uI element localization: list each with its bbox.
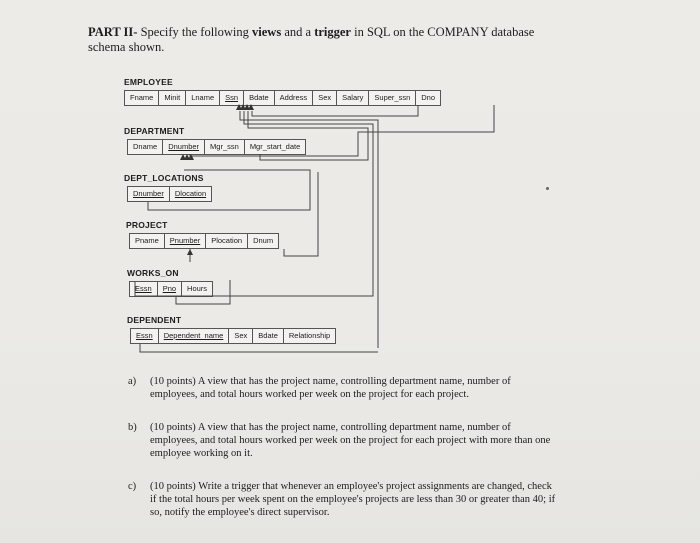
employee-attr-fname: Fname [125, 91, 159, 105]
part-label: PART II- [88, 25, 138, 39]
department-attr-dnumber: Dnumber [163, 140, 205, 154]
project-relation [129, 233, 279, 249]
works-on-label: WORKS_ON [127, 268, 179, 278]
dependent-attr-dependent-name: Dependent_name [159, 329, 230, 343]
dependent-attr-essn: Essn [131, 329, 159, 343]
employee-attr-address: Address [275, 91, 314, 105]
department-relation [127, 139, 306, 155]
heading-text-2: and a [281, 25, 315, 39]
project-attr-pname: Pname [130, 234, 165, 248]
heading-text-3: in SQL on the COMPANY database schema shown. [88, 25, 535, 54]
dept-locations-attr-dnumber: Dnumber [128, 187, 170, 201]
department-label: DEPARTMENT [124, 126, 185, 136]
fk-line-super-ssn [252, 105, 418, 116]
works-on-attr-hours: Hours [187, 284, 208, 293]
scan-speck [546, 187, 549, 190]
dept-locations-relation [127, 186, 212, 202]
question-a-label: a) [128, 376, 137, 387]
part-heading [88, 25, 568, 55]
heading-bold-trigger: trigger [314, 25, 351, 39]
dependent-attr-relationship: Relationship [288, 331, 331, 340]
employee-attr-minit: Minit [159, 91, 186, 105]
employee-attr-ssn: Ssn [220, 91, 244, 105]
question-list [128, 375, 558, 539]
question-a [128, 375, 558, 401]
works-on-relation [129, 281, 213, 297]
question-b [128, 421, 558, 460]
heading-text-1: Specify the following [137, 25, 253, 39]
project-attr-pnumber: Pnumber [165, 234, 206, 248]
question-a-text: (10 points) A view that has the project name, controlling department name, number of employees, and total hours worked per week on the project for each project. [150, 376, 511, 400]
works-on-attr-pno: Pno [158, 282, 182, 296]
project-attr-dnum: Dnum [253, 236, 274, 245]
heading-bold-views: views [252, 25, 282, 39]
project-attr-plocation: Plocation [206, 234, 248, 248]
fk-line-dnum [284, 172, 318, 256]
department-attr-dname: Dname [128, 140, 163, 154]
dependent-label: DEPENDENT [127, 315, 182, 325]
question-c-label: c) [128, 481, 137, 492]
department-attr-mgr-ssn: Mgr_ssn [205, 140, 245, 154]
employee-attr-salary: Salary [337, 91, 369, 105]
employee-attr-bdate: Bdate [244, 91, 275, 105]
employee-attr-dno: Dno [421, 93, 436, 102]
works-on-attr-essn: Essn [130, 282, 158, 296]
question-c [128, 480, 558, 519]
employee-relation [124, 90, 441, 106]
department-attr-mgr-start-date: Mgr_start_date [249, 142, 301, 151]
employee-attr-lname: Lname [186, 91, 220, 105]
question-b-text: (10 points) A view that has the project name, controlling department name, number of employees, and total hours worked per week on the project for each project with more than one employee working on it. [150, 422, 551, 459]
dept-locations-label: DEPT_LOCATIONS [124, 173, 204, 183]
project-label: PROJECT [126, 220, 168, 230]
question-c-text: (10 points) Write a trigger that whenever an employee's project assignments are changed, check if the total hours per week spent on the employee's projects are less than 30 or greater than 40; if so, notify the employee's direct supervisor. [150, 481, 556, 518]
dependent-attr-sex: Sex [229, 329, 253, 343]
question-b-label: b) [128, 422, 137, 433]
dept-locations-attr-dlocation: Dlocation [174, 189, 207, 198]
employee-attr-super-ssn: Super_ssn [369, 91, 416, 105]
dependent-attr-bdate: Bdate [253, 329, 284, 343]
arrowhead-8 [187, 249, 193, 255]
fk-line-dependent-bottom [140, 344, 378, 352]
employee-attr-sex: Sex [313, 91, 337, 105]
dependent-relation [130, 328, 336, 344]
employee-label: EMPLOYEE [124, 77, 173, 87]
